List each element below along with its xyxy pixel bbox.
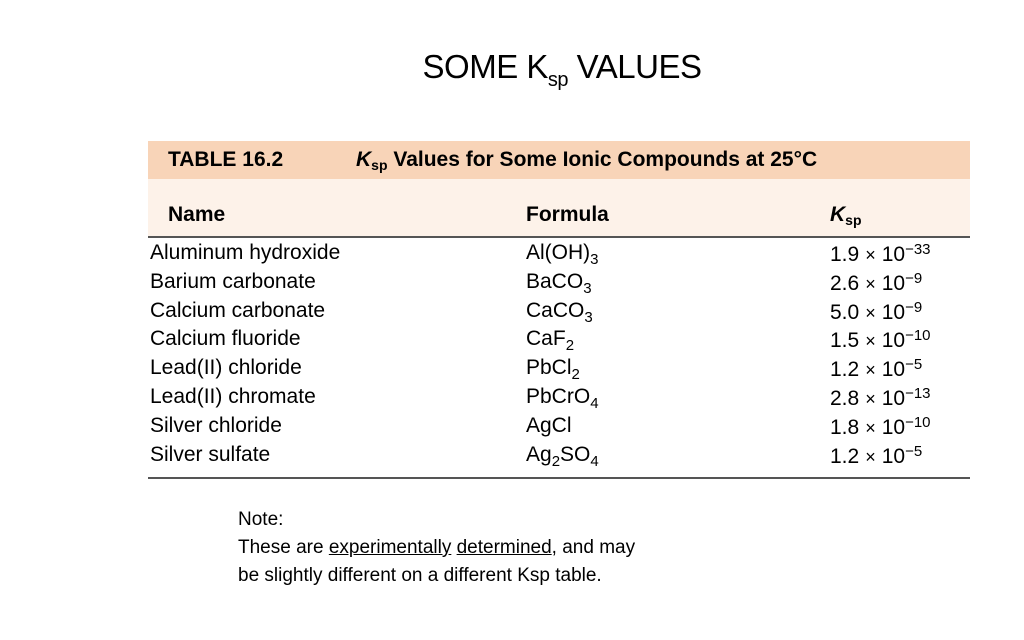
times-symbol: × — [865, 331, 876, 352]
cell-ksp — [830, 356, 922, 382]
ksp-base: 10 — [881, 329, 906, 353]
cell-name: Lead(II) chromate — [150, 385, 316, 408]
ksp-exponent: −9 — [905, 298, 923, 316]
cell-formula — [526, 385, 599, 412]
table-header-row — [148, 179, 970, 238]
ksp-base: 10 — [881, 243, 906, 266]
slide-title-subscript: sp — [547, 69, 569, 91]
table-row — [148, 443, 970, 471]
slide-title-main: SOME K — [422, 48, 548, 85]
note-word-experimentally: experimentally — [328, 537, 452, 558]
header-name: Name — [168, 203, 226, 226]
table-caption — [148, 141, 970, 179]
header-ksp — [830, 203, 862, 228]
formula-part: Al(OH) — [526, 241, 591, 264]
table-row — [148, 270, 970, 298]
formula-subscript: 4 — [590, 452, 599, 470]
caption-rest: Values for Some Ionic Compounds at 25°C — [387, 148, 818, 171]
table-caption-text — [356, 148, 817, 173]
ksp-coefficient: 1.5 — [830, 329, 860, 353]
note-word-determined: determined — [456, 537, 552, 558]
ksp-coefficient: 5.0 — [830, 300, 860, 324]
cell-name: Barium carbonate — [150, 269, 316, 293]
header-ksp-sub: sp — [845, 212, 862, 228]
slide-title-tail: VALUES — [568, 48, 702, 85]
cell-formula — [526, 270, 592, 297]
ksp-coefficient: 1.2 — [830, 444, 860, 468]
times-symbol: × — [865, 360, 876, 381]
cell-name: Lead(II) chloride — [150, 356, 302, 380]
cell-name: Silver chloride — [150, 413, 282, 437]
times-symbol: × — [865, 302, 876, 323]
note-text-start: These are — [238, 537, 329, 558]
ksp-base: 10 — [881, 300, 906, 324]
cell-formula — [526, 414, 572, 438]
ksp-exponent: −13 — [905, 385, 931, 402]
formula-part: PbCrO — [526, 385, 591, 408]
ksp-coefficient: 2.6 — [830, 271, 860, 295]
ksp-exponent: −9 — [905, 269, 923, 287]
formula-subscript: 2 — [571, 366, 580, 384]
cell-ksp — [830, 443, 922, 469]
cell-formula — [526, 356, 580, 383]
ksp-exponent: −5 — [905, 356, 923, 374]
formula-part: Ag — [526, 442, 552, 466]
times-symbol: × — [865, 389, 876, 409]
times-symbol: × — [865, 245, 876, 265]
note — [238, 506, 758, 590]
ksp-exponent: −33 — [905, 241, 931, 258]
table-row — [148, 385, 970, 413]
cell-name: Aluminum hydroxide — [150, 241, 341, 264]
table-row — [148, 327, 970, 355]
table-number: TABLE 16.2 — [168, 148, 284, 171]
cell-ksp — [830, 327, 931, 353]
table-row — [148, 299, 970, 327]
cell-ksp — [830, 299, 922, 325]
formula-part: SO — [560, 442, 591, 466]
times-symbol: × — [865, 417, 876, 438]
ksp-base: 10 — [881, 387, 906, 410]
note-label: Note: — [238, 509, 284, 530]
ksp-base: 10 — [881, 358, 906, 382]
table-row — [148, 241, 970, 269]
ksp-exponent: −10 — [905, 413, 931, 431]
cell-ksp — [830, 414, 931, 440]
cell-name: Calcium carbonate — [150, 298, 326, 322]
formula-subscript: 3 — [590, 251, 599, 268]
cell-ksp — [830, 241, 931, 267]
table-row — [148, 414, 970, 442]
ksp-base: 10 — [881, 415, 906, 439]
ksp-table — [148, 141, 970, 479]
slide-title — [0, 48, 1024, 92]
cell-formula — [526, 327, 574, 354]
times-symbol: × — [865, 273, 876, 294]
table-row — [148, 356, 970, 384]
ksp-exponent: −10 — [905, 327, 931, 345]
cell-formula — [526, 241, 599, 268]
cell-name: Silver sulfate — [150, 442, 271, 466]
formula-part: BaCO — [526, 269, 584, 293]
formula-part: AgCl — [526, 413, 572, 437]
ksp-coefficient: 1.9 — [830, 243, 860, 266]
formula-subscript: 3 — [583, 279, 592, 297]
table-bottom-rule — [148, 477, 970, 479]
times-symbol: × — [865, 446, 876, 467]
formula-part: CaF — [526, 327, 566, 351]
formula-subscript: 4 — [590, 395, 599, 412]
cell-formula — [526, 299, 593, 326]
note-line-1 — [238, 534, 758, 562]
ksp-coefficient: 1.8 — [830, 415, 860, 439]
cell-name: Calcium fluoride — [150, 327, 301, 351]
cell-formula — [526, 443, 599, 470]
formula-subscript: 2 — [565, 337, 575, 355]
ksp-coefficient: 2.8 — [830, 387, 860, 410]
ksp-base: 10 — [881, 271, 906, 295]
ksp-base: 10 — [881, 444, 906, 468]
cell-ksp — [830, 270, 922, 296]
ksp-exponent: −5 — [905, 442, 923, 460]
formula-part: PbCl — [526, 356, 572, 380]
header-formula: Formula — [526, 203, 609, 226]
caption-k-sub: sp — [371, 157, 388, 173]
cell-ksp — [830, 385, 931, 411]
note-text-end: , and may — [551, 537, 636, 558]
caption-k: K — [356, 148, 372, 171]
header-ksp-k: K — [830, 203, 846, 226]
ksp-coefficient: 1.2 — [830, 358, 860, 382]
formula-part: CaCO — [526, 298, 585, 322]
note-line-2: be slightly different on a different Ksp table. — [238, 565, 602, 586]
formula-subscript: 3 — [584, 308, 593, 326]
formula-subscript: 2 — [551, 452, 561, 470]
